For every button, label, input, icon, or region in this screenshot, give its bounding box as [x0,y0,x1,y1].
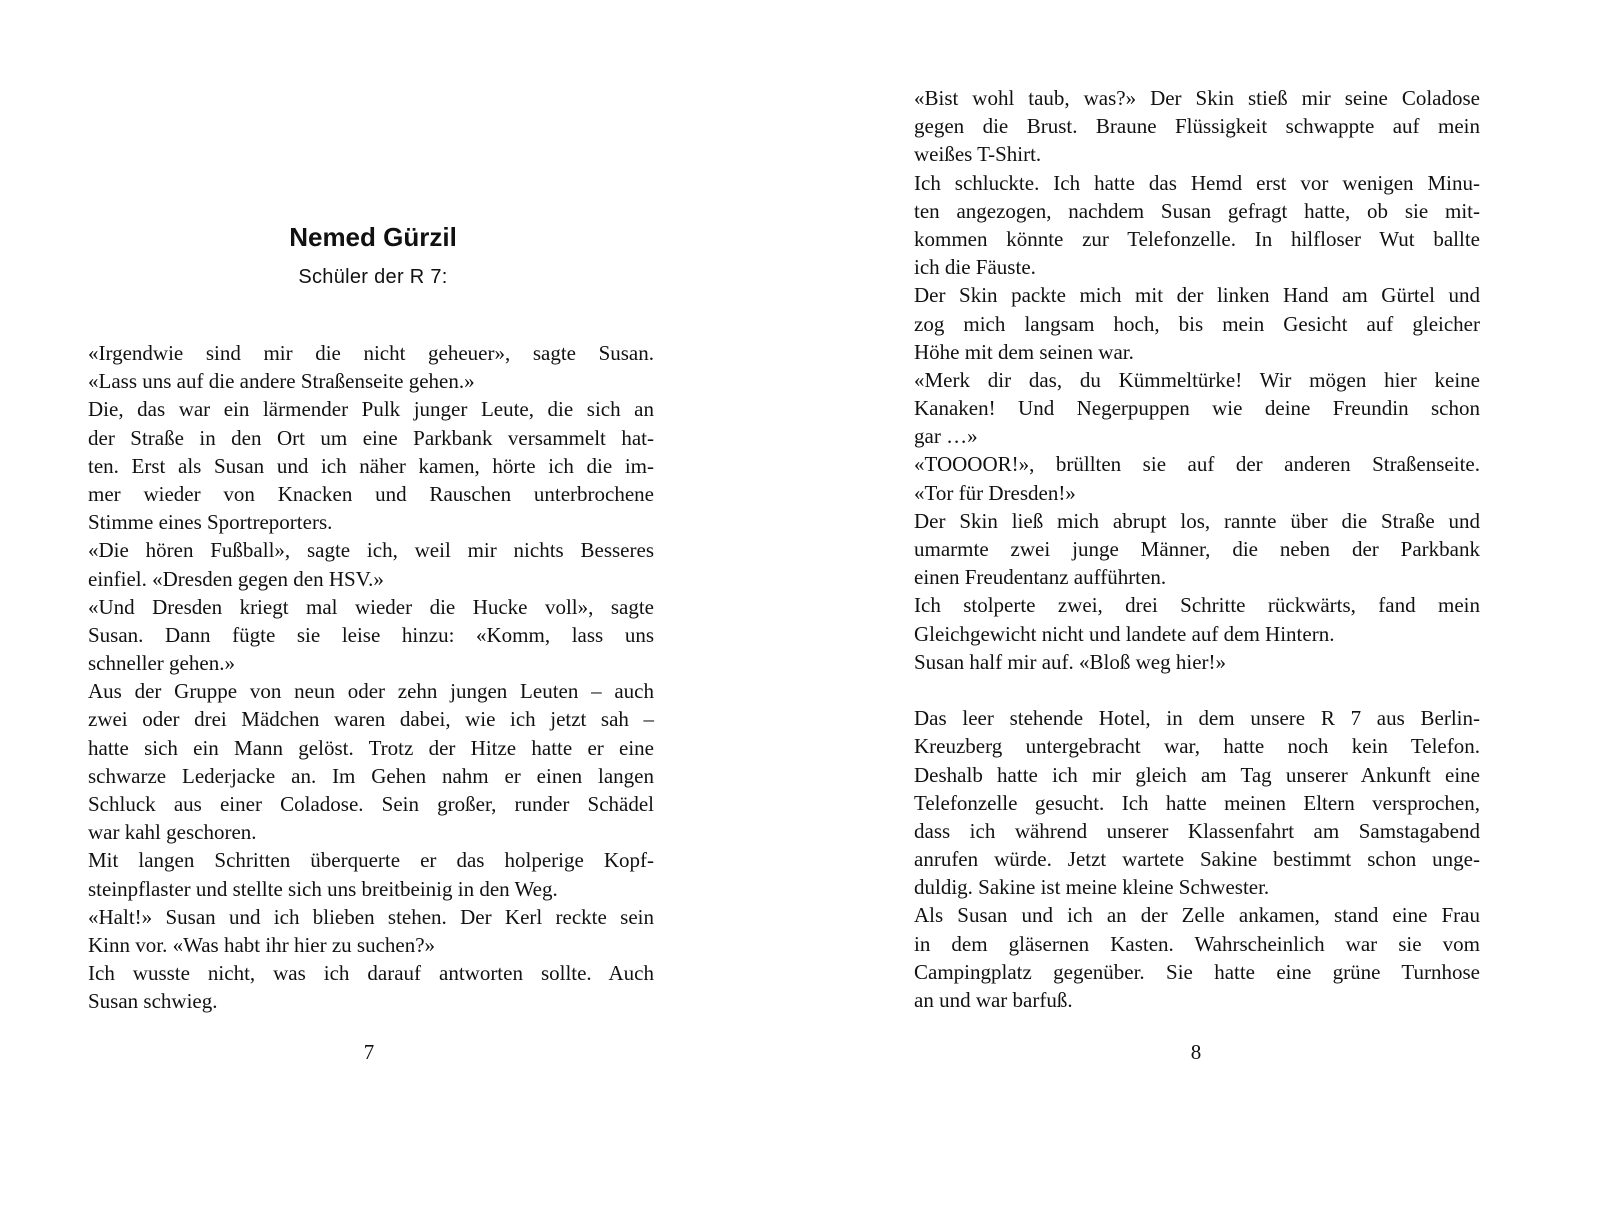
text-line: «Halt!» Susan und ich blieben stehen. Der Kerl reckte sein [88,904,654,929]
text-line: zwei oder drei Mädchen waren dabei, wie ich jetzt sah – [88,707,654,732]
page-number: 7 [363,1040,375,1064]
paragraph [88,536,654,592]
paragraph [914,507,1480,592]
paragraph [914,450,1480,506]
text-line: ten angezogen, nachdem Susan gefragt hatte, ob sie mit- [914,198,1480,223]
text-line: ich die Fäuste. [914,255,1036,280]
left-page [88,0,654,1216]
text-line: steinpflaster und stellte sich uns breitbeinig in den Weg. [88,876,558,901]
text-line: Schluck aus einer Coladose. Sein großer, runder Schädel [88,792,654,816]
text-line: dass ich während unserer Klassenfahrt am Samstagabend [914,818,1480,843]
paragraph [88,677,654,846]
paragraph [88,903,654,959]
left-page-body [88,339,654,1016]
text-line: einfiel. «Dresden gegen den HSV.» [88,566,384,591]
chapter-subtitle: Schüler der R 7: [298,266,448,288]
paragraph [914,84,1480,169]
text-line: schneller gehen.» [88,651,235,676]
text-line: Campingplatz gegenüber. Sie hatte eine grüne Turnhose [914,959,1480,984]
text-line: Höhe mit dem seinen war. [914,339,1134,364]
text-line: Gleichgewicht nicht und landete auf dem Hintern. [914,621,1335,646]
text-line: «Merk dir das, du Kümmeltürke! Wir mögen hier keine [914,367,1480,392]
text-line: einen Freudentanz aufführten. [914,565,1167,590]
text-line: weißes T-Shirt. [914,142,1042,167]
right-page-body [914,84,1480,1014]
text-line: Mit langen Schritten überquerte er das holperige Kopf- [88,848,654,873]
text-line: an und war barfuß. [914,988,1073,1012]
text-line: ten. Erst als Susan und ich näher kamen, hörte ich die im- [88,453,654,478]
text-line: «Und Dresden kriegt mal wieder die Hucke voll», sagte [88,594,654,619]
text-line: mer wieder von Knacken und Rauschen unterbrochene [88,481,654,506]
text-line: «Bist wohl taub, was?» Der Skin stieß mir seine Coladose [914,86,1480,110]
text-line: «Tor für Dresden!» [914,480,1076,505]
text-line: «TOOOOR!», brüllten sie auf der anderen Straßenseite. [914,452,1480,477]
text-line: Deshalb hatte ich mir gleich am Tag unserer Ankunft eine [914,762,1480,787]
text-line: Als Susan und ich an der Zelle ankamen, stand eine Frau [914,903,1480,928]
text-line: duldig. Sakine ist meine kleine Schwester. [914,875,1270,900]
text-line: Der Skin ließ mich abrupt los, rannte über die Straße und [914,508,1480,533]
text-line: Ich schluckte. Ich hatte das Hemd erst vor wenigen Minu- [914,170,1480,195]
text-line: in dem gläsernen Kasten. Wahrscheinlich war sie vom [914,931,1480,956]
text-line: Der Skin packte mich mit der linken Hand am Gürtel und [914,283,1480,308]
text-line: «Irgendwie sind mir die nicht geheuer», sagte Susan. [88,341,654,365]
text-line: Kanaken! Und Negerpuppen wie deine Freundin schon [914,396,1480,421]
text-line: umarmte zwei junge Männer, die neben der Parkbank [914,537,1480,561]
text-line: schwarze Lederjacke an. Im Gehen nahm er einen langen [88,763,654,788]
paragraph [914,169,1480,282]
text-line: der Straße in den Ort um eine Parkbank versammelt hat- [88,425,654,450]
paragraph [914,281,1480,366]
right-page [914,0,1480,1216]
paragraph [88,593,654,678]
text-line: Aus der Gruppe von neun oder zehn jungen Leuten – auch [88,679,654,704]
text-line: Telefonzelle gesucht. Ich hatte meinen Eltern versprochen, [914,790,1480,815]
text-line: Ich stolperte zwei, drei Schritte rückwärts, fand mein [914,593,1480,618]
paragraph [914,648,1480,676]
paragraph [88,959,654,1015]
text-line: Susan. Dann fügte sie leise hinzu: «Komm, lass uns [88,622,654,647]
text-line: «Lass uns auf die andere Straßenseite gehen.» [88,369,475,394]
text-line: Susan schwieg. [88,989,218,1014]
paragraph [914,704,1480,901]
paragraph [88,395,654,536]
chapter-title: Nemed Gürzil [289,222,457,252]
text-line: Die, das war ein lärmender Pulk junger Leute, die sich an [88,397,654,422]
text-line: Kreuzberg untergebracht war, hatte noch kein Telefon. [914,734,1480,759]
text-line: zog mich langsam hoch, bis mein Gesicht auf gleicher [914,311,1480,336]
text-line: anrufen würde. Jetzt wartete Sakine bestimmt schon unge- [914,847,1480,872]
paragraph [914,901,1480,1014]
page-number: 8 [1190,1040,1202,1064]
text-line: hatte sich ein Mann gelöst. Trotz der Hitze hatte er eine [88,735,654,760]
paragraph-gap [914,676,1480,704]
paragraph [914,366,1480,451]
text-line: Ich wusste nicht, was ich darauf antworten sollte. Auch [88,961,654,986]
text-line: gar …» [914,424,978,449]
text-line: war kahl geschoren. [88,820,257,845]
paragraph [914,591,1480,647]
text-line: Stimme eines Sportreporters. [88,510,333,535]
text-line: Susan half mir auf. «Bloß weg hier!» [914,649,1227,674]
text-line: Das leer stehende Hotel, in dem unsere R 7 aus Berlin- [914,706,1480,731]
text-line: kommen könnte zur Telefonzelle. In hilfloser Wut ballte [914,226,1480,251]
text-line: gegen die Brust. Braune Flüssigkeit schwappte auf mein [914,114,1480,139]
text-line: «Die hören Fußball», sagte ich, weil mir nichts Besseres [88,538,654,563]
text-line: Kinn vor. «Was habt ihr hier zu suchen?» [88,932,436,957]
paragraph [88,846,654,902]
paragraph [88,339,654,395]
